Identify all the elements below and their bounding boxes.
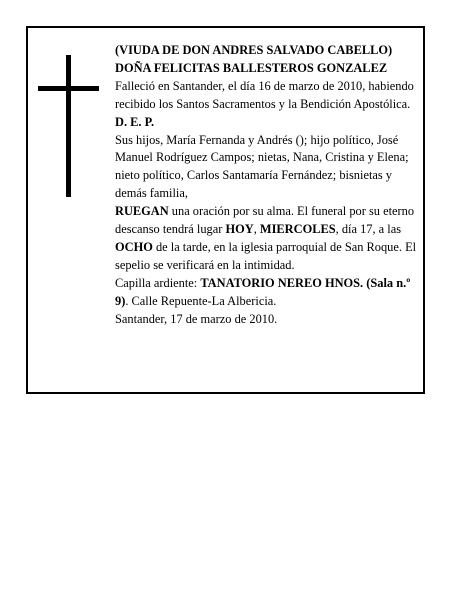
cross-icon-horizontal — [38, 86, 99, 91]
date-line: Santander, 17 de marzo de 2010. — [115, 311, 278, 326]
obituary-text — [115, 42, 421, 329]
chapel-info: Capilla ardiente: TANATORIO NEREO HNOS. (Sala n.º 9). Calle Repuente-La Albericia. — [115, 275, 411, 308]
death-notice: Falleció en Santander, el día 16 de marzo de 2010, habiendo recibido los Santos Sacramentos y la Bendición Apostólica. — [115, 78, 414, 111]
dep-line: D. E. P. — [115, 114, 155, 129]
deceased-name: DOÑA FELICITAS BALLESTEROS GONZALEZ — [115, 60, 388, 75]
cross-icon-vertical — [66, 55, 71, 197]
obituary-notice — [26, 26, 425, 394]
widow-line: (VIUDA DE DON ANDRES SALVADO CABELLO) — [115, 43, 393, 57]
funeral-request: RUEGAN una oración por su alma. El funeral por su eterno descanso tendrá lugar HOY, MIERCOLES, día 17, a las OCHO de la tarde, en la iglesia parroquial de San Roque. El sepelio se verificará en la intimidad. — [115, 204, 417, 272]
family-list: Sus hijos, María Fernanda y Andrés (); hijo político, José Manuel Rodríguez Campos; nietas, Nana, Cristina y Elena; nieto político, Carlos Santamaría Fernández; bisnietas y demás familia, — [115, 132, 409, 201]
